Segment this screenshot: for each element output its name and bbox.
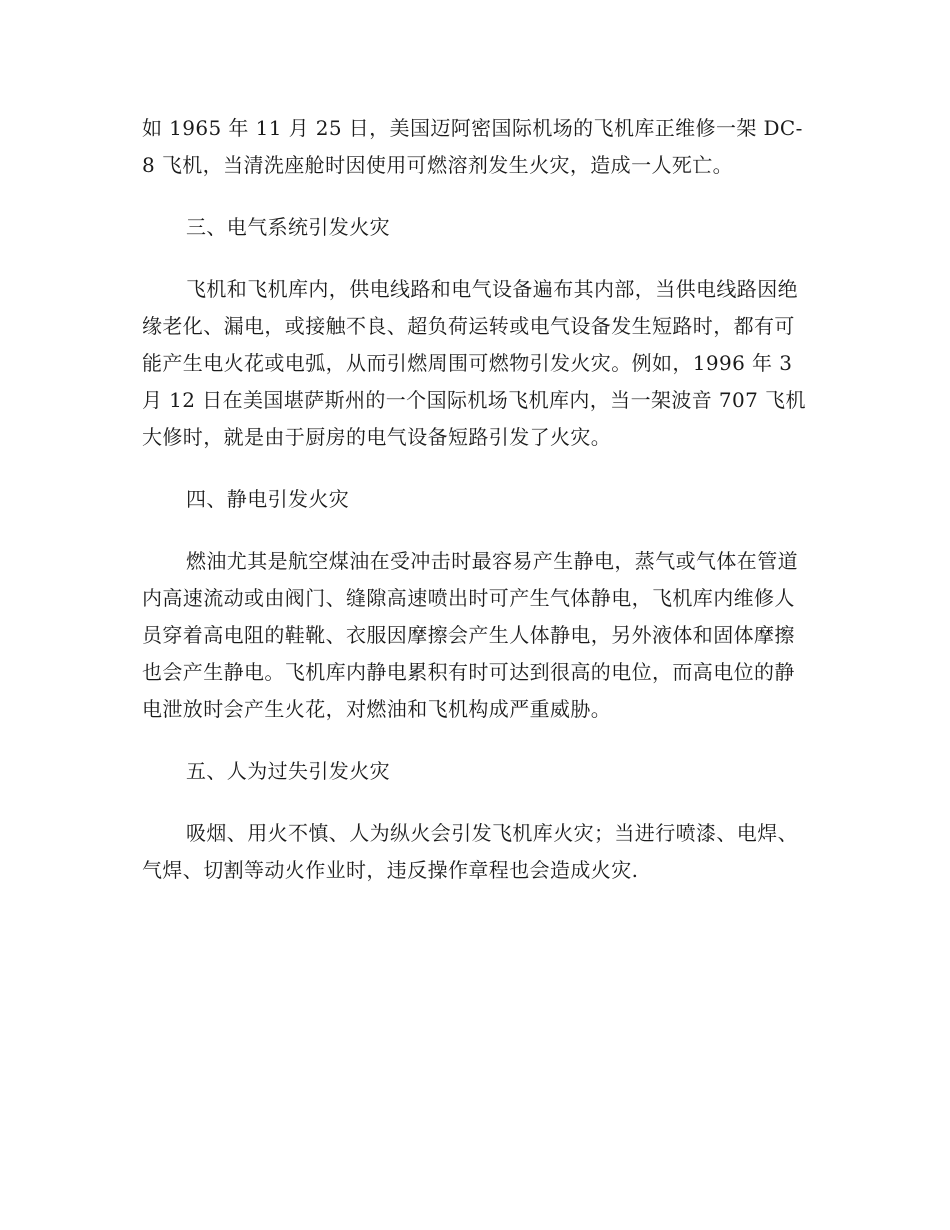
paragraph-human-error-fire: 吸烟、用火不慎、人为纵火会引发飞机库火灾；当进行喷漆、电焊、气焊、切割等动火作业时，违反操作章程也会造成火灾. (142, 821, 798, 882)
paragraph-electrical-fire: 飞机和飞机库内，供电线路和电气设备遍布其内部，当供电线路因绝缘老化、漏电，或接触不良、超负荷运转或电气设备发生短路时，都有可能产生电火花或电弧，从而引燃周围可燃物引发火灾。例如，1996 年 3 月 12 日在美国堪萨斯州的一个国际机场飞机库内，当一架波音 707 飞机大修时，就是由于厨房的电气设备短路引发了火灾。 (142, 277, 806, 449)
document-body (142, 110, 806, 914)
paragraph-static-fire: 燃油尤其是航空煤油在受冲击时最容易产生静电，蒸气或气体在管道内高速流动或由阀门、缝隙高速喷出时可产生气体静电，飞机库内维修人员穿着高电阻的鞋靴、衣服因摩擦会产生人体静电，另外液体和固体摩擦也会产生静电。飞机库内静电累积有时可达到很高的电位，而高电位的静电泄放时会产生火花，对燃油和飞机构成严重威胁。 (142, 549, 798, 721)
paragraph-miami-fire: 如 1965 年 11 月 25 日，美国迈阿密国际机场的飞机库正维修一架 DC-8 飞机，当清洗座舱时因使用可燃溶剂发生火灾，造成一人死亡。 (142, 116, 803, 177)
section-heading-human-error: 五、人为过失引发火灾 (186, 759, 390, 783)
section-heading-electrical: 三、电气系统引发火灾 (186, 215, 390, 239)
section-heading-static: 四、静电引发火灾 (186, 487, 350, 511)
